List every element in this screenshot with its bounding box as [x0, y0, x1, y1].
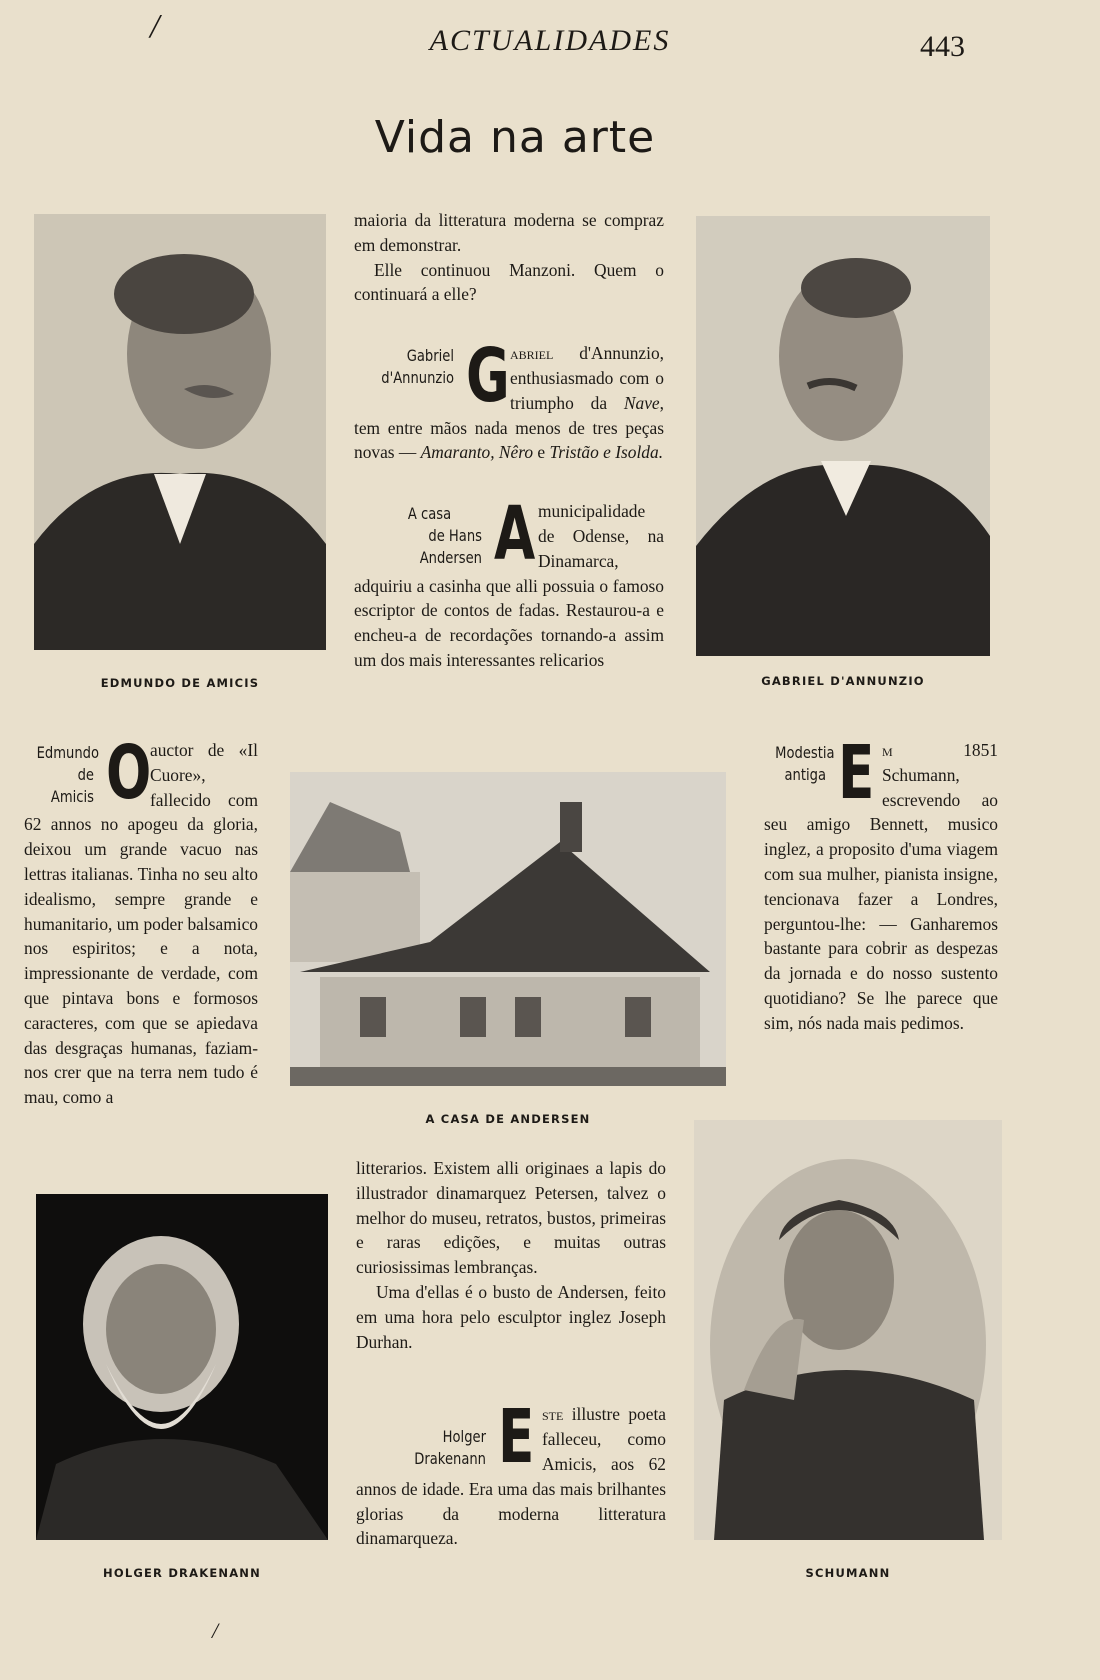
- schumann-portrait: [694, 1120, 1002, 1540]
- andersen-house-photo: [290, 772, 726, 1086]
- andersen-house-caption: A CASA DE ANDERSEN: [425, 1112, 591, 1126]
- page-number: 443: [920, 30, 965, 63]
- andersen-continued-2: Uma d'ellas é o busto de Andersen, feito em uma hora pelo esculptor inglez Joseph Durhan.: [356, 1281, 666, 1352]
- amicis-dropcap: O: [106, 730, 152, 816]
- intro-paragraph-2: Elle continuou Manzoni. Quem o continuará a elle?: [354, 259, 664, 305]
- drakenann-article: Holger Drakenann E ste illustre poeta falleceu, como Amicis, aos 62 annos de idade. Era uma das mais brilhantes glorias da moderna litteratura dinamarqueza.: [356, 1394, 666, 1549]
- schumann-text: 1851 Schumann, escrevendo ao seu amigo Bennett, musico inglez, a proposito d'uma viagem com sua mulher, pianista insigne, tencionava fazer a Londres, perguntou-lhe: — Ganharemos bastante para cobrir as despezas da jornada e do nosso sustento quotidiano? Se lhe parece que sim, nós nada mais pedimos.: [764, 740, 998, 1033]
- andersen-article: [354, 491, 664, 673]
- bottom-margin-mark: /: [212, 1618, 219, 1643]
- drakenann-text: illustre poeta falleceu, como Amicis, aos 62 annos de idade. Era uma das mais brilhantes glorias da moderna litteratura dinamarqueza.: [356, 1404, 666, 1549]
- drakenann-dropcap: E: [498, 1394, 535, 1481]
- amicis-portrait: [34, 214, 326, 650]
- intro-paragraph-1: maioria da litteratura moderna se compraz em demonstrar.: [354, 210, 664, 255]
- annunzio-portrait: [696, 216, 990, 656]
- andersen-dropcap: A: [494, 491, 536, 578]
- drakenann-portrait: [36, 1194, 328, 1540]
- schumann-side-title: Modestia antiga: [775, 743, 835, 784]
- drakenann-side-title: Holger Drakenann: [414, 1427, 486, 1469]
- amicis-article: [24, 730, 258, 1110]
- andersen-continued-1: litterarios. Existem alli originaes a lapis do illustrador dinamarquez Petersen, talvez o melhor do museu, retratos, bustos, primeiras e raras edições, e muitas outras curiosissimas lembranças.: [356, 1158, 666, 1278]
- annunzio-dropcap: G: [466, 333, 510, 420]
- schumann-caption: SCHUMANN: [805, 1566, 891, 1580]
- margin-mark: /: [150, 8, 160, 45]
- schumann-article: Modestia antiga E m 1851 Schumann, escrevendo ao seu amigo Bennett, musico inglez, a proposito d'uma viagem com sua mulher, pianista insigne, tencionava fazer a Londres, perguntou-lhe: — Ganharemos bastante para cobrir as despezas da jornada e do nosso sustento quotidiano? Se lhe parece que sim, nós nada mais pedimos.: [764, 730, 998, 1033]
- center-column-bottom: [356, 1156, 666, 1551]
- schumann-dropcap: E: [838, 730, 875, 816]
- annunzio-side-title: Gabriel d'Annunzio: [381, 346, 454, 388]
- amicis-text: auctor de «Il Cuore», fallecido com 62 annos no apogeu da gloria, deixou um grande vacuo nas lettras italianas. Tinha no seu alto idealismo, sempre grande e humanitario, um poder balsamico nos espiritos; e a nota, impressionante de verdade, com que pintava bons e formosos caracteres, com que se apiedava das desgraças humanas, faziam-nos crer que na terra nem tudo é mau, como a: [24, 740, 258, 1108]
- running-header: ACTUALIDADES: [429, 24, 671, 57]
- annunzio-caption: GABRIEL D'ANNUNZIO: [761, 674, 925, 688]
- amicis-side-title: Edmundo de Amicis: [36, 743, 99, 806]
- amicis-caption: EDMUNDO DE AMICIS: [100, 676, 260, 690]
- annunzio-article: Gabriel d'Annunzio G abriel d'Annunzio, enthusiasmado com o triumpho da Nave, tem entre mãos nada menos de tres peças novas — Amaranto, Nêro e Tristão e Isolda.: [354, 333, 664, 463]
- center-column-top: [354, 208, 664, 673]
- section-title: Vida na arte: [374, 112, 656, 163]
- annunzio-lead: abriel: [510, 343, 554, 364]
- andersen-side-title: A casa de Hans Andersen: [407, 504, 482, 568]
- drakenann-caption: HOLGER DRAKENANN: [103, 1566, 261, 1580]
- andersen-text: municipalidade de Odense, na Dinamarca, adquiriu a casinha que alli possuia o famoso escriptor de contos de fadas. Restaurou-a e encheu-a de recordações tornando-a assim um dos mais interessantes relicarios: [354, 501, 664, 670]
